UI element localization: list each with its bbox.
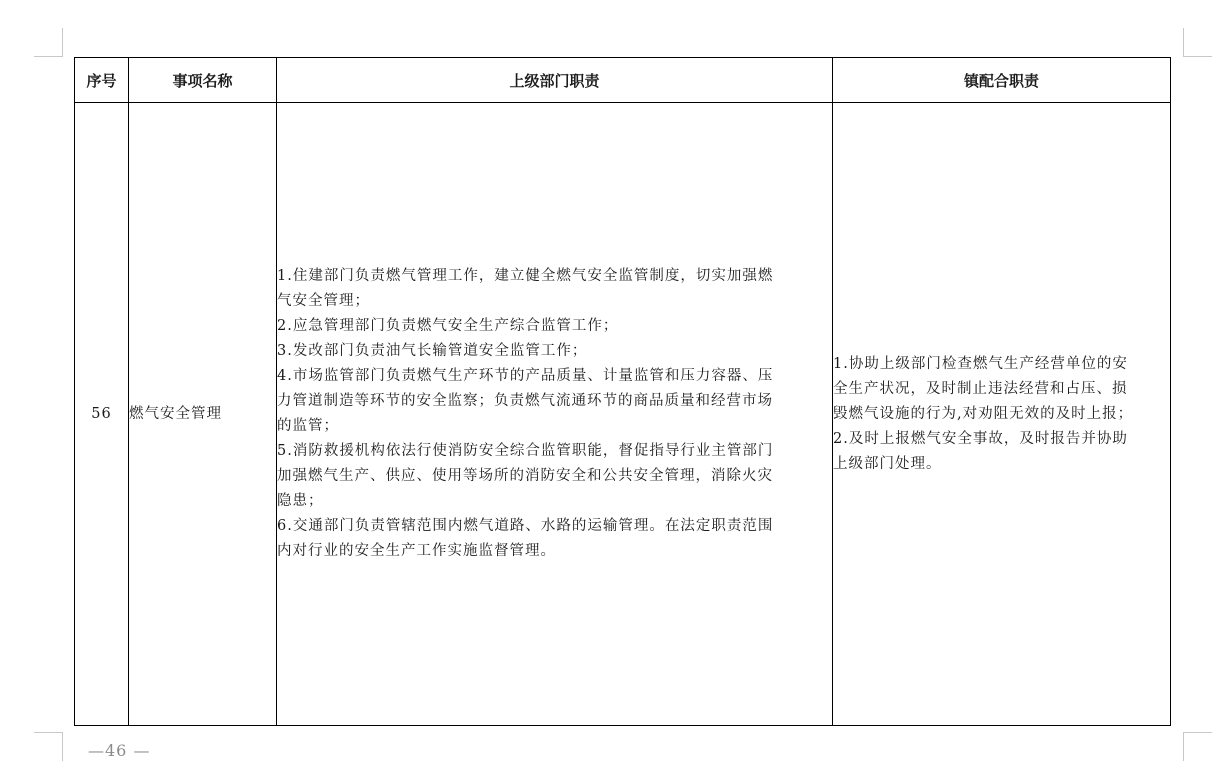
- town-duty-line: 上级部门处理。: [833, 455, 942, 472]
- crop-mark-top-left: [34, 28, 63, 57]
- upper-duty-line: 的监管；: [277, 418, 339, 434]
- table-row: [75, 103, 1171, 726]
- cell-town-duties: [833, 103, 1171, 726]
- upper-duty-line: 5.消防救援机构依法行使消防安全综合监管职能，督促指导行业主管部门: [277, 443, 774, 459]
- cell-serial-number: 56: [75, 103, 129, 726]
- town-duty-line: 毁燃气设施的行为,对劝阻无效的及时上报；: [833, 405, 1134, 422]
- town-duty-line: 1.协助上级部门检查燃气生产经营单位的安: [833, 355, 1128, 372]
- table-header-row: [75, 58, 1171, 103]
- page-number: —46 —: [88, 741, 151, 760]
- crop-mark-bottom-left: [34, 732, 63, 761]
- upper-duty-line: 2.应急管理部门负责燃气安全生产综合监管工作；: [277, 318, 619, 334]
- header-upper-dept-duties: 上级部门职责: [277, 58, 833, 103]
- crop-mark-top-right: [1183, 28, 1212, 57]
- cell-item-name: 燃气安全管理: [129, 103, 277, 726]
- cell-upper-dept-duties: [277, 103, 833, 726]
- town-duty-line: 全生产状况，及时制止违法经营和占压、损: [833, 380, 1128, 397]
- upper-duty-line: 加强燃气生产、供应、使用等场所的消防安全和公共安全管理，消除火灾: [277, 468, 773, 484]
- upper-duty-line: 6.交通部门负责管辖范围内燃气道路、水路的运输管理。在法定职责范围: [277, 518, 774, 534]
- upper-duty-line: 4.市场监管部门负责燃气生产环节的产品质量、计量监管和压力容器、压: [277, 368, 774, 384]
- town-duty-line: 2.及时上报燃气安全事故，及时报告并协助: [833, 430, 1128, 447]
- upper-duty-line: 3.发改部门负责油气长输管道安全监管工作；: [277, 343, 588, 359]
- duties-table: [74, 57, 1171, 726]
- upper-duty-line: 气安全管理；: [277, 293, 370, 309]
- header-serial-number: 序号: [75, 58, 129, 103]
- header-item-name: 事项名称: [129, 58, 277, 103]
- upper-duty-line: 隐患；: [277, 493, 324, 509]
- upper-duty-line: 内对行业的安全生产工作实施监督管理。: [277, 543, 556, 559]
- header-town-duties: 镇配合职责: [833, 58, 1171, 103]
- crop-mark-bottom-right: [1183, 732, 1212, 761]
- upper-duty-line: 力管道制造等环节的安全监察；负责燃气流通环节的商品质量和经营市场: [277, 393, 773, 409]
- upper-duty-line: 1.住建部门负责燃气管理工作，建立健全燃气安全监管制度，切实加强燃: [277, 268, 774, 284]
